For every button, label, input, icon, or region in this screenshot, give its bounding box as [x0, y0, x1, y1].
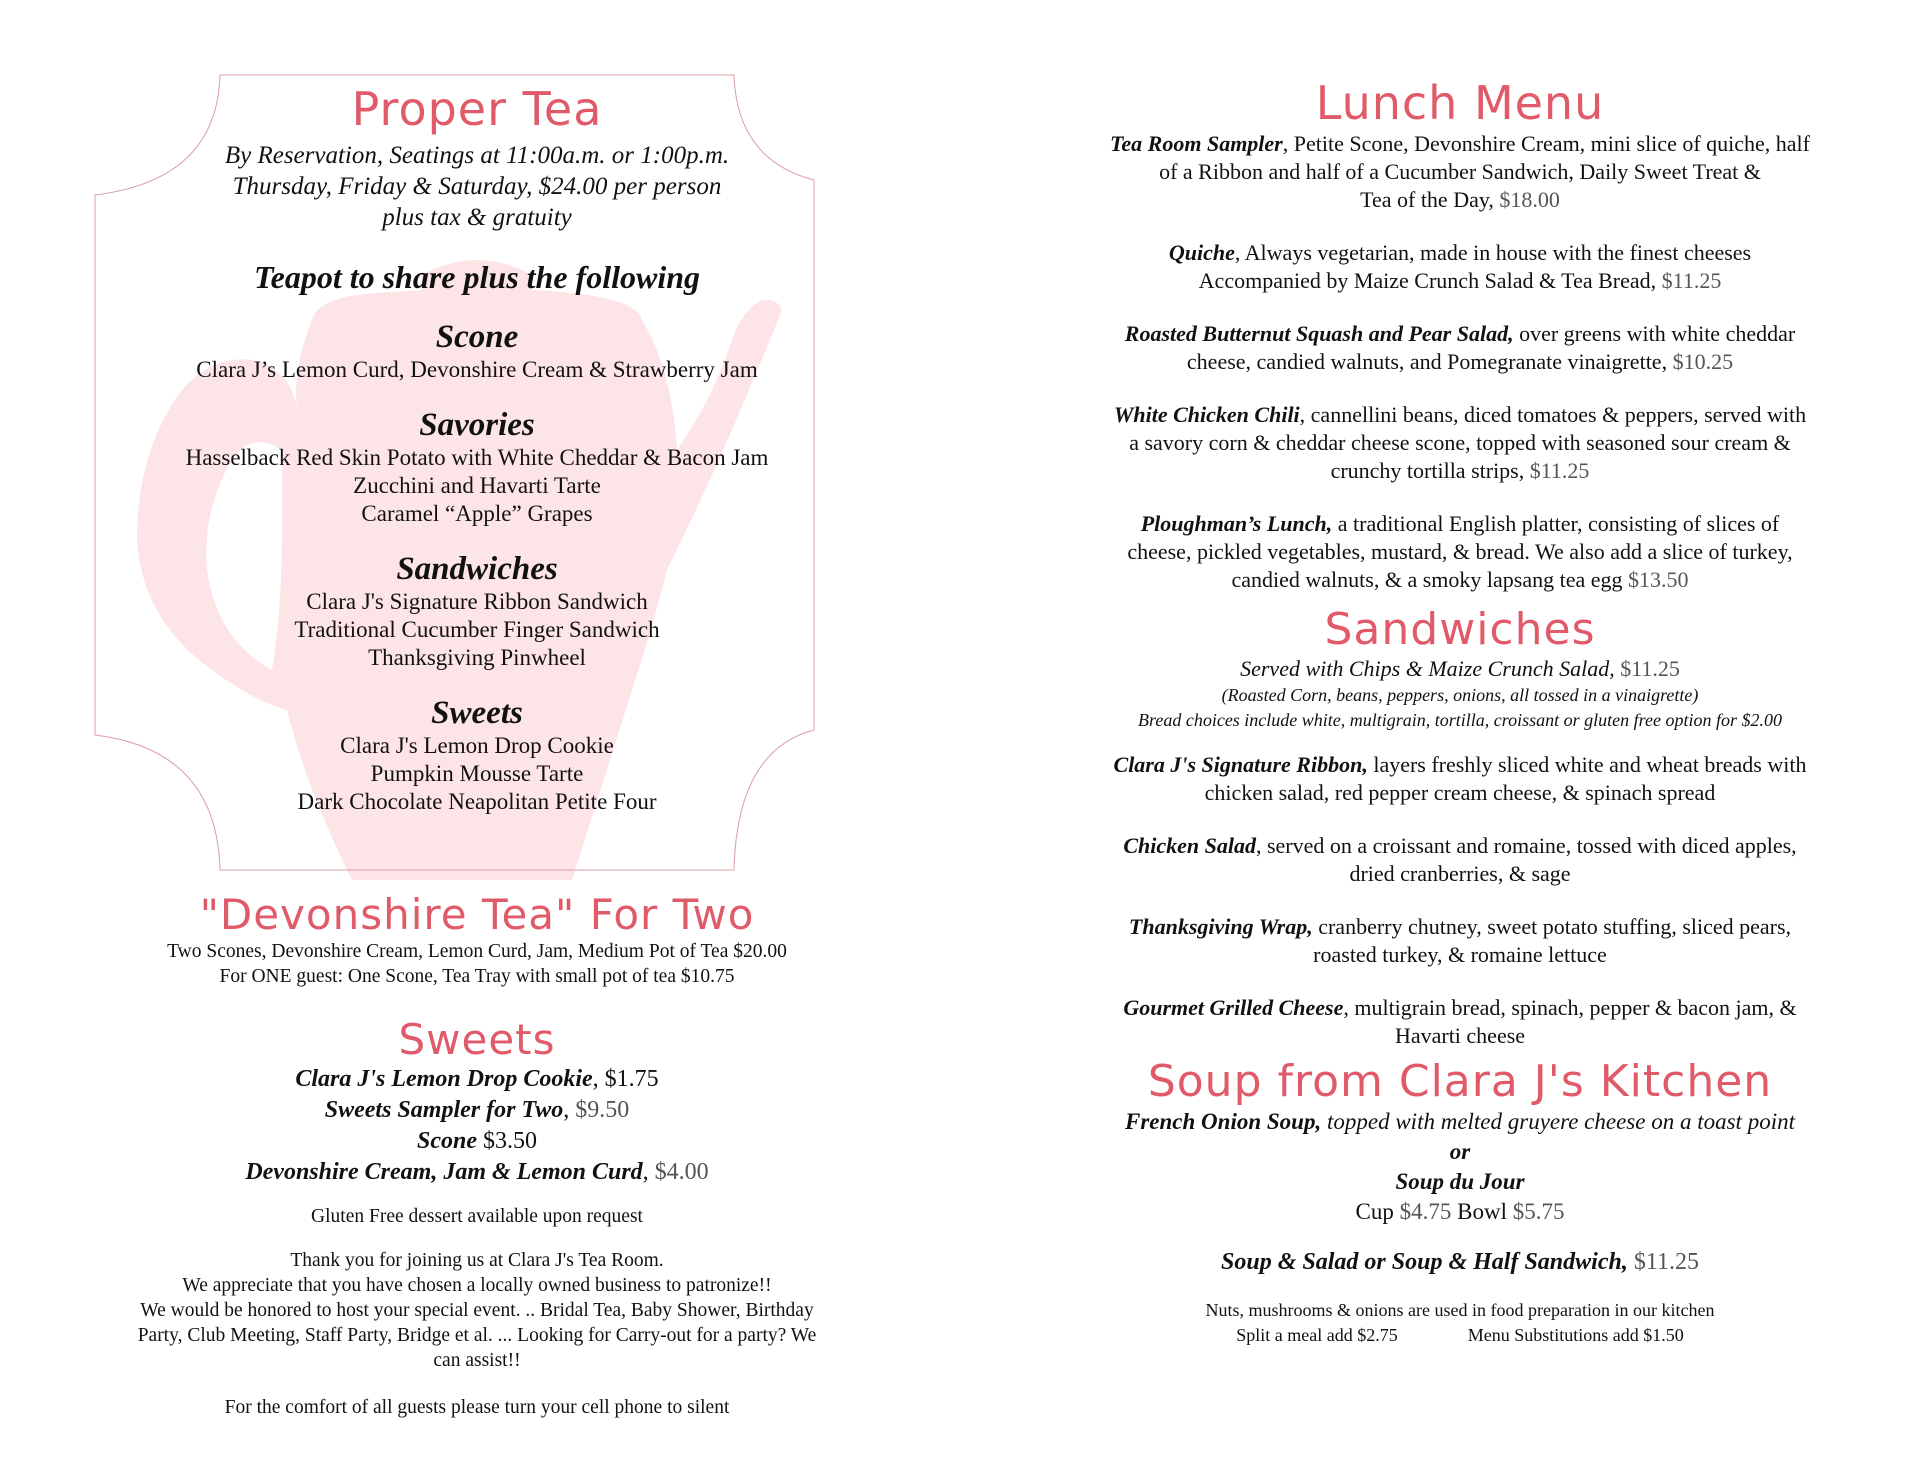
sandwiches-line: Clara J's Signature Ribbon Sandwich	[306, 589, 648, 614]
soup-title: Soup from Clara J's Kitchen	[1147, 1056, 1773, 1107]
lunch-item: Tea Room Sampler, Petite Scone, Devonshire Cream, mini slice of quiche, half of a Ribbon and half of a Cucumber Sandwich, Daily Sweet Treat & Tea of the Day, $18.00	[1109, 131, 1810, 212]
teapot-share-heading: Teapot to share plus the following	[254, 259, 700, 295]
sandwiches-line: Thanksgiving Pinwheel	[368, 645, 586, 670]
sweet-item: Sweets Sampler for Two, $9.50	[324, 1097, 630, 1123]
lunch-item: Ploughman’s Lunch, a traditional English platter, consisting of slices of cheese, pickled vegetables, mustard, & bread. We also add a slice of turkey, candied walnuts, & a smoky lapsang tea egg $13.50	[1127, 511, 1793, 592]
lunch-item: Quiche, Always vegetarian, made in house with the finest cheeses Accompanied by Maize Crunch Salad & Tea Bread, $11.25	[1168, 240, 1752, 293]
lunch-item: White Chicken Chili, cannellini beans, diced tomatoes & peppers, served with a savory corn & cheddar cheese scone, topped with seasoned sour cream & crunchy tortilla strips, $11.25	[1113, 402, 1807, 483]
allergen-note: Nuts, mushrooms & onions are used in food preparation in our kitchen	[1205, 1300, 1715, 1320]
soup-or: or	[1449, 1139, 1471, 1164]
sandwich-item: Clara J's Signature Ribbon, layers freshly sliced white and wheat breads with chicken salad, red pepper cream cheese, & spinach spread	[1113, 752, 1807, 805]
sweet-item: Clara J's Lemon Drop Cookie, $1.75	[295, 1066, 659, 1092]
sandwiches-served-with: Served with Chips & Maize Crunch Salad, $11.25	[1240, 656, 1680, 681]
left-column	[92, 70, 862, 1418]
intro-line: By Reservation, Seatings at 11:00a.m. or 1:00p.m.	[224, 142, 730, 169]
savories-line: Caramel “Apple” Grapes	[361, 501, 593, 526]
sandwich-item: Chicken Salad, served on a croissant and romaine, tossed with diced apples, dried cranberries, & sage	[1123, 833, 1797, 886]
soup-section	[1035, 1056, 1885, 1348]
sweets-line: Dark Chocolate Neapolitan Petite Four	[297, 789, 657, 814]
right-column	[1035, 76, 1885, 1348]
devonshire-line: Two Scones, Devonshire Cream, Lemon Curd, Jam, Medium Pot of Tea $20.00	[167, 941, 787, 962]
french-onion-soup: French Onion Soup, topped with melted gruyere cheese on a toast point	[1125, 1109, 1795, 1134]
intro-line: Thursday, Friday & Saturday, $24.00 per person	[232, 173, 722, 200]
proper-tea-title: Proper Tea	[351, 82, 603, 136]
sandwich-item: Thanksgiving Wrap, cranberry chutney, sweet potato stuffing, sliced pears, roasted turkey, & romaine lettuce	[1128, 914, 1792, 967]
soup-prices: Cup $4.75 Bowl $5.75	[1355, 1199, 1565, 1224]
soup-combo: Soup & Salad or Soup & Half Sandwich, $11.25	[1221, 1249, 1699, 1275]
cell-phone-note: For the comfort of all guests please turn your cell phone to silent	[224, 1397, 730, 1418]
sandwiches-title: Sandwiches	[1324, 604, 1596, 655]
proper-tea-intro	[92, 140, 862, 233]
devonshire-line: For ONE guest: One Scone, Tea Tray with small pot of tea $10.75	[219, 966, 735, 987]
proper-tea-section	[92, 82, 862, 816]
devonshire-section	[92, 890, 862, 989]
savories-heading: Savories	[419, 407, 535, 443]
scone-heading: Scone	[435, 319, 519, 355]
sweets-line: Pumpkin Mousse Tarte	[370, 761, 584, 786]
thank-you-note: Thank you for joining us at Clara J's Tea Room. We appreciate that you have chosen a locally owned business to patronize!! We would be honored to host your special event. .. Bridal Tea, Baby Shower, Birthday Party, Club Meeting, Staff Party, Bridge et al. ... Looking for Carry-out for a party? We can assist!!	[137, 1250, 817, 1371]
kitchen-notes	[1035, 1298, 1885, 1348]
sandwiches-header	[1035, 604, 1885, 733]
sweet-item: Scone $3.50	[417, 1128, 537, 1154]
sandwiches-heading: Sandwiches	[396, 551, 558, 587]
intro-line: plus tax & gratuity	[382, 204, 572, 231]
lunch-menu-title: Lunch Menu	[1315, 76, 1605, 130]
bread-choices-note: Bread choices include white, multigrain, tortilla, croissant or gluten free option for $2.00	[1138, 710, 1782, 730]
gluten-free-note: Gluten Free dessert available upon request	[311, 1206, 643, 1227]
sweets-title: Sweets	[398, 1015, 556, 1064]
sweets-section	[92, 1015, 862, 1419]
devonshire-title: "Devonshire Tea" For Two	[199, 890, 755, 939]
sweets-line: Clara J's Lemon Drop Cookie	[340, 733, 614, 758]
meal-fees: Split a meal add $2.75 Menu Substitutions add $1.50	[1236, 1325, 1684, 1345]
savories-line: Zucchini and Havarti Tarte	[353, 473, 601, 498]
scone-line: Clara J’s Lemon Curd, Devonshire Cream & Strawberry Jam	[196, 357, 758, 382]
sandwiches-note: (Roasted Corn, beans, peppers, onions, all tossed in a vinaigrette)	[1221, 685, 1699, 705]
lunch-item: Roasted Butternut Squash and Pear Salad, over greens with white cheddar cheese, candied walnuts, and Pomegranate vinaigrette, $10.25	[1124, 321, 1796, 374]
sweet-item: Devonshire Cream, Jam & Lemon Curd, $4.00	[245, 1159, 709, 1185]
soup-du-jour: Soup du Jour	[1395, 1169, 1525, 1194]
savories-line: Hasselback Red Skin Potato with White Cheddar & Bacon Jam	[185, 445, 769, 470]
sandwiches-line: Traditional Cucumber Finger Sandwich	[294, 617, 660, 642]
sandwich-item: Gourmet Grilled Cheese, multigrain bread, spinach, pepper & bacon jam, & Havarti cheese	[1123, 995, 1797, 1048]
sweets-heading: Sweets	[431, 695, 523, 731]
